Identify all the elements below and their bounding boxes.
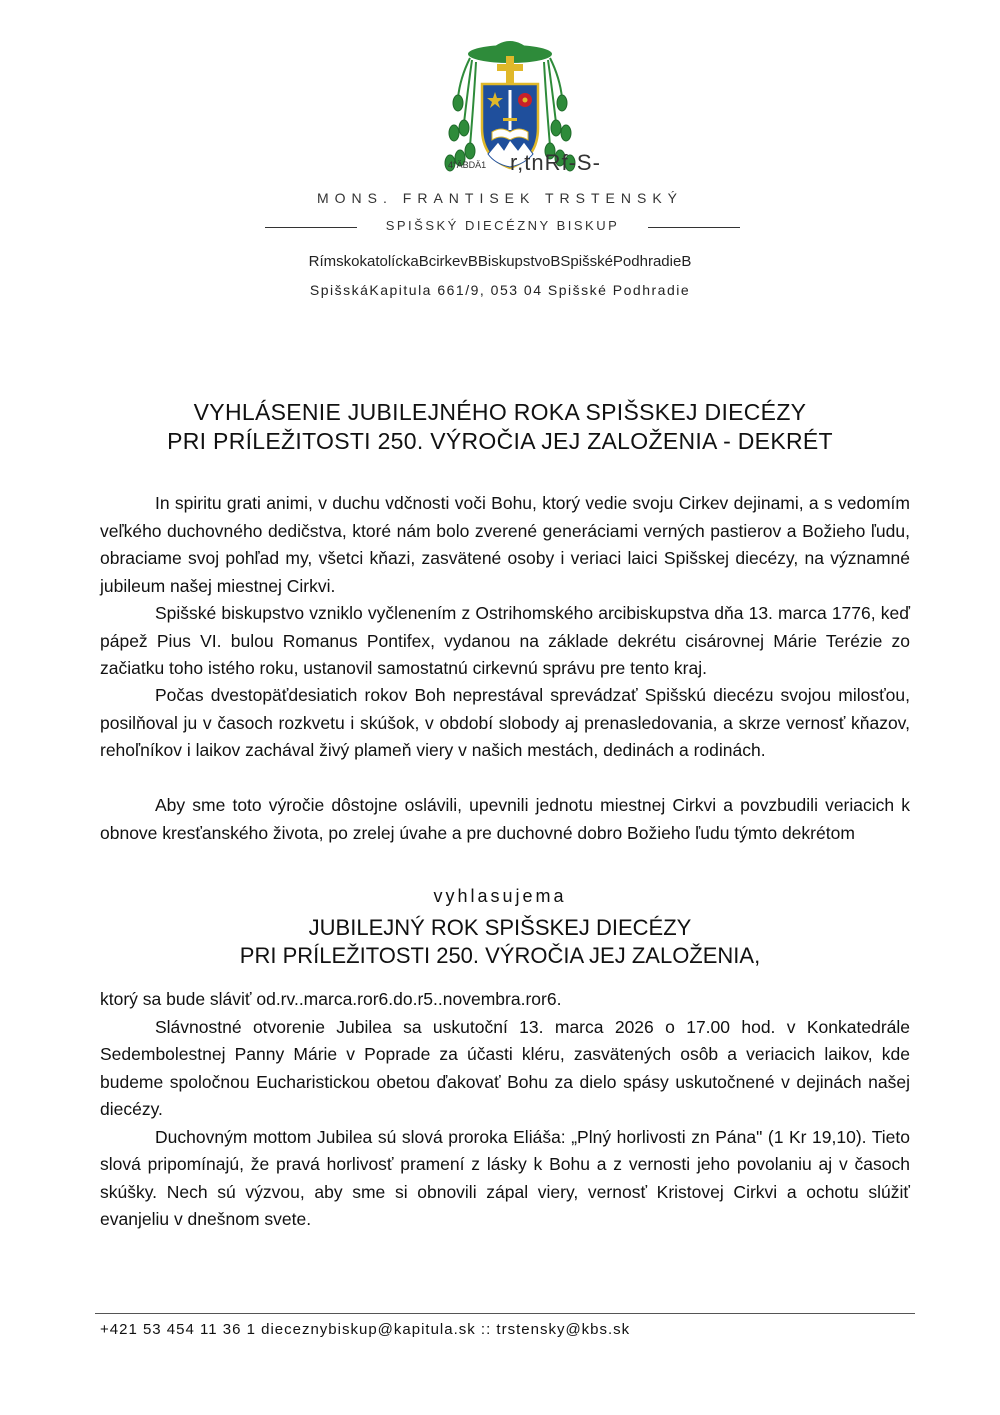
paragraph-text: Aby sme toto výročie dôstojne oslávili, upevnili jednotu miestnej Cirkvi a povzbudili veriacich k obnove kresťanského života, po zrelej úvahe a pre duchovné dobro Božieho ľudu týmto dekrétom: [100, 795, 910, 843]
proclamation-word: vyhlasujemа: [433, 886, 567, 906]
sword-guard: [503, 118, 517, 121]
paragraph-opening: Slávnostné otvorenie Jubilea sa uskutoční 13. marca 2026 o 17.00 hod. v Konkatedrále Sedembolestnej Panny Márie v Poprade za účasti kléru, zasvätených osôb a veriacich laikov, kde budeme spoločnou Eucharistickou obetou ďakovať Bohu za dielo spásy uskutočnené v dejinách našej diecézy.: [100, 1016, 910, 1119]
cross-horizontal: [497, 64, 523, 71]
jubilee-line-2: PRI PRÍLEŽITOSTI 250. VÝROČIA JEJ ZALOŽENIA,: [239, 943, 761, 968]
paragraph-5-group: [100, 986, 910, 1234]
bishop-title-row: [265, 217, 740, 237]
sword-icon: [509, 90, 512, 130]
paragraph-motto: Duchovným mottom Jubilea sú slová proroka Eliáša: „Plný horlivosti zn Pána" (1 Kr 19,10). Tieto slová pripomínajú, že pravá horlivosť pramení z lásky k Bohu a z vernosti jeho povolaniu aj v časoch skúšky. Nech sú výzvou, aby sme si obnovili zápal viery, vernosť Kristovej Cirkvi a ochotu slúžiť evanjeliu v dnešnom svete.: [100, 1126, 910, 1229]
divider-right: [648, 227, 740, 228]
bishop-name: MONS. FRANTISEK TRSTENSKÝ: [317, 190, 683, 206]
footer-divider: [95, 1313, 915, 1314]
rose-center: [523, 98, 528, 103]
document-heading: [0, 398, 1000, 456]
paragraph-text: In spiritu grati animi, v duchu vdčnosti voči Bohu, ktorý vedie svoju Cirkev dejinami, a s vedomím veľkého duchovného dedičstva, ktoré nám bolo zverené generáciami verných pastierov a Božieho ľudu, obraciame svoj pohľad my, všetci kňazi, zasvätené osoby i veriaci laici Spišskej diecézy, na významné jubileum našej miestnej Cirkvi.: [100, 493, 910, 596]
paragraph-1: [100, 490, 910, 600]
garbled-text: [448, 150, 648, 180]
jubilee-title: [0, 914, 1000, 970]
jubilee-line-1: JUBILEJNÝ ROK SPIŠSKEJ DIECÉZY: [308, 915, 692, 940]
paragraph-3: [100, 682, 910, 765]
bishop-title: SPIŠSKÝ DIECÉZNY BISKUP: [385, 218, 620, 233]
paragraph-dates: ktorý sa bude sláviť od.rv..marca.ror6.do.r5..novembra.ror6.: [100, 989, 562, 1009]
footer-contact: +421 53 454 11 36 1 dieceznybiskup@kapitula.sk :: trstensky@kbs.sk: [100, 1321, 631, 1338]
heading-line-1: VYHLÁSENIE JUBILEJNÉHO ROKA SPIŠSKEJ DIECÉZY: [193, 399, 807, 425]
heading-line-2: PRI PRÍLEŽITOSTI 250. VÝROČIA JEJ ZALOŽENIA - DEKRÉT: [167, 428, 833, 454]
paragraph-4: [100, 792, 910, 847]
paragraph-text: Počas dvestopäťdesiatich rokov Boh neprestával sprevádzať Spišskú diecézu svojou milosťou, posilňoval ju v časoch rozkvetu i skúšok, v období slobody aj prenasledovania, a skrze vernosť kňazov, rehoľníkov i laikov zachával živý plameň viery v našich mestách, dedinách a rodinách.: [100, 685, 910, 760]
garbled-big-text: r,tnRf-S-: [510, 150, 601, 175]
garbled-small-text: 4°ÄBDÄ1: [448, 160, 487, 170]
galero-hat-crown: [488, 41, 532, 52]
paragraph-2: [100, 600, 910, 683]
organization-line: RímskokatolíckaBcirkevBBiskupstvoBSpišskéPodhradieB: [308, 253, 692, 270]
address-line: SpišskáKapitula 661/9, 053 04 Spišské Podhradie: [309, 282, 691, 298]
paragraph-text: Spišské biskupstvo vzniklo vyčlenením z Ostrihomského arcibiskupstva dňa 13. marca 1776, keď pápež Pius VI. bulou Romanus Pontifex, vydanou na základe dekrétu cisárovnej Márie Terézie zo začiatku toho istého roku, ustanovil samostatnú cirkevnú správu pre tento kraj.: [100, 603, 910, 678]
